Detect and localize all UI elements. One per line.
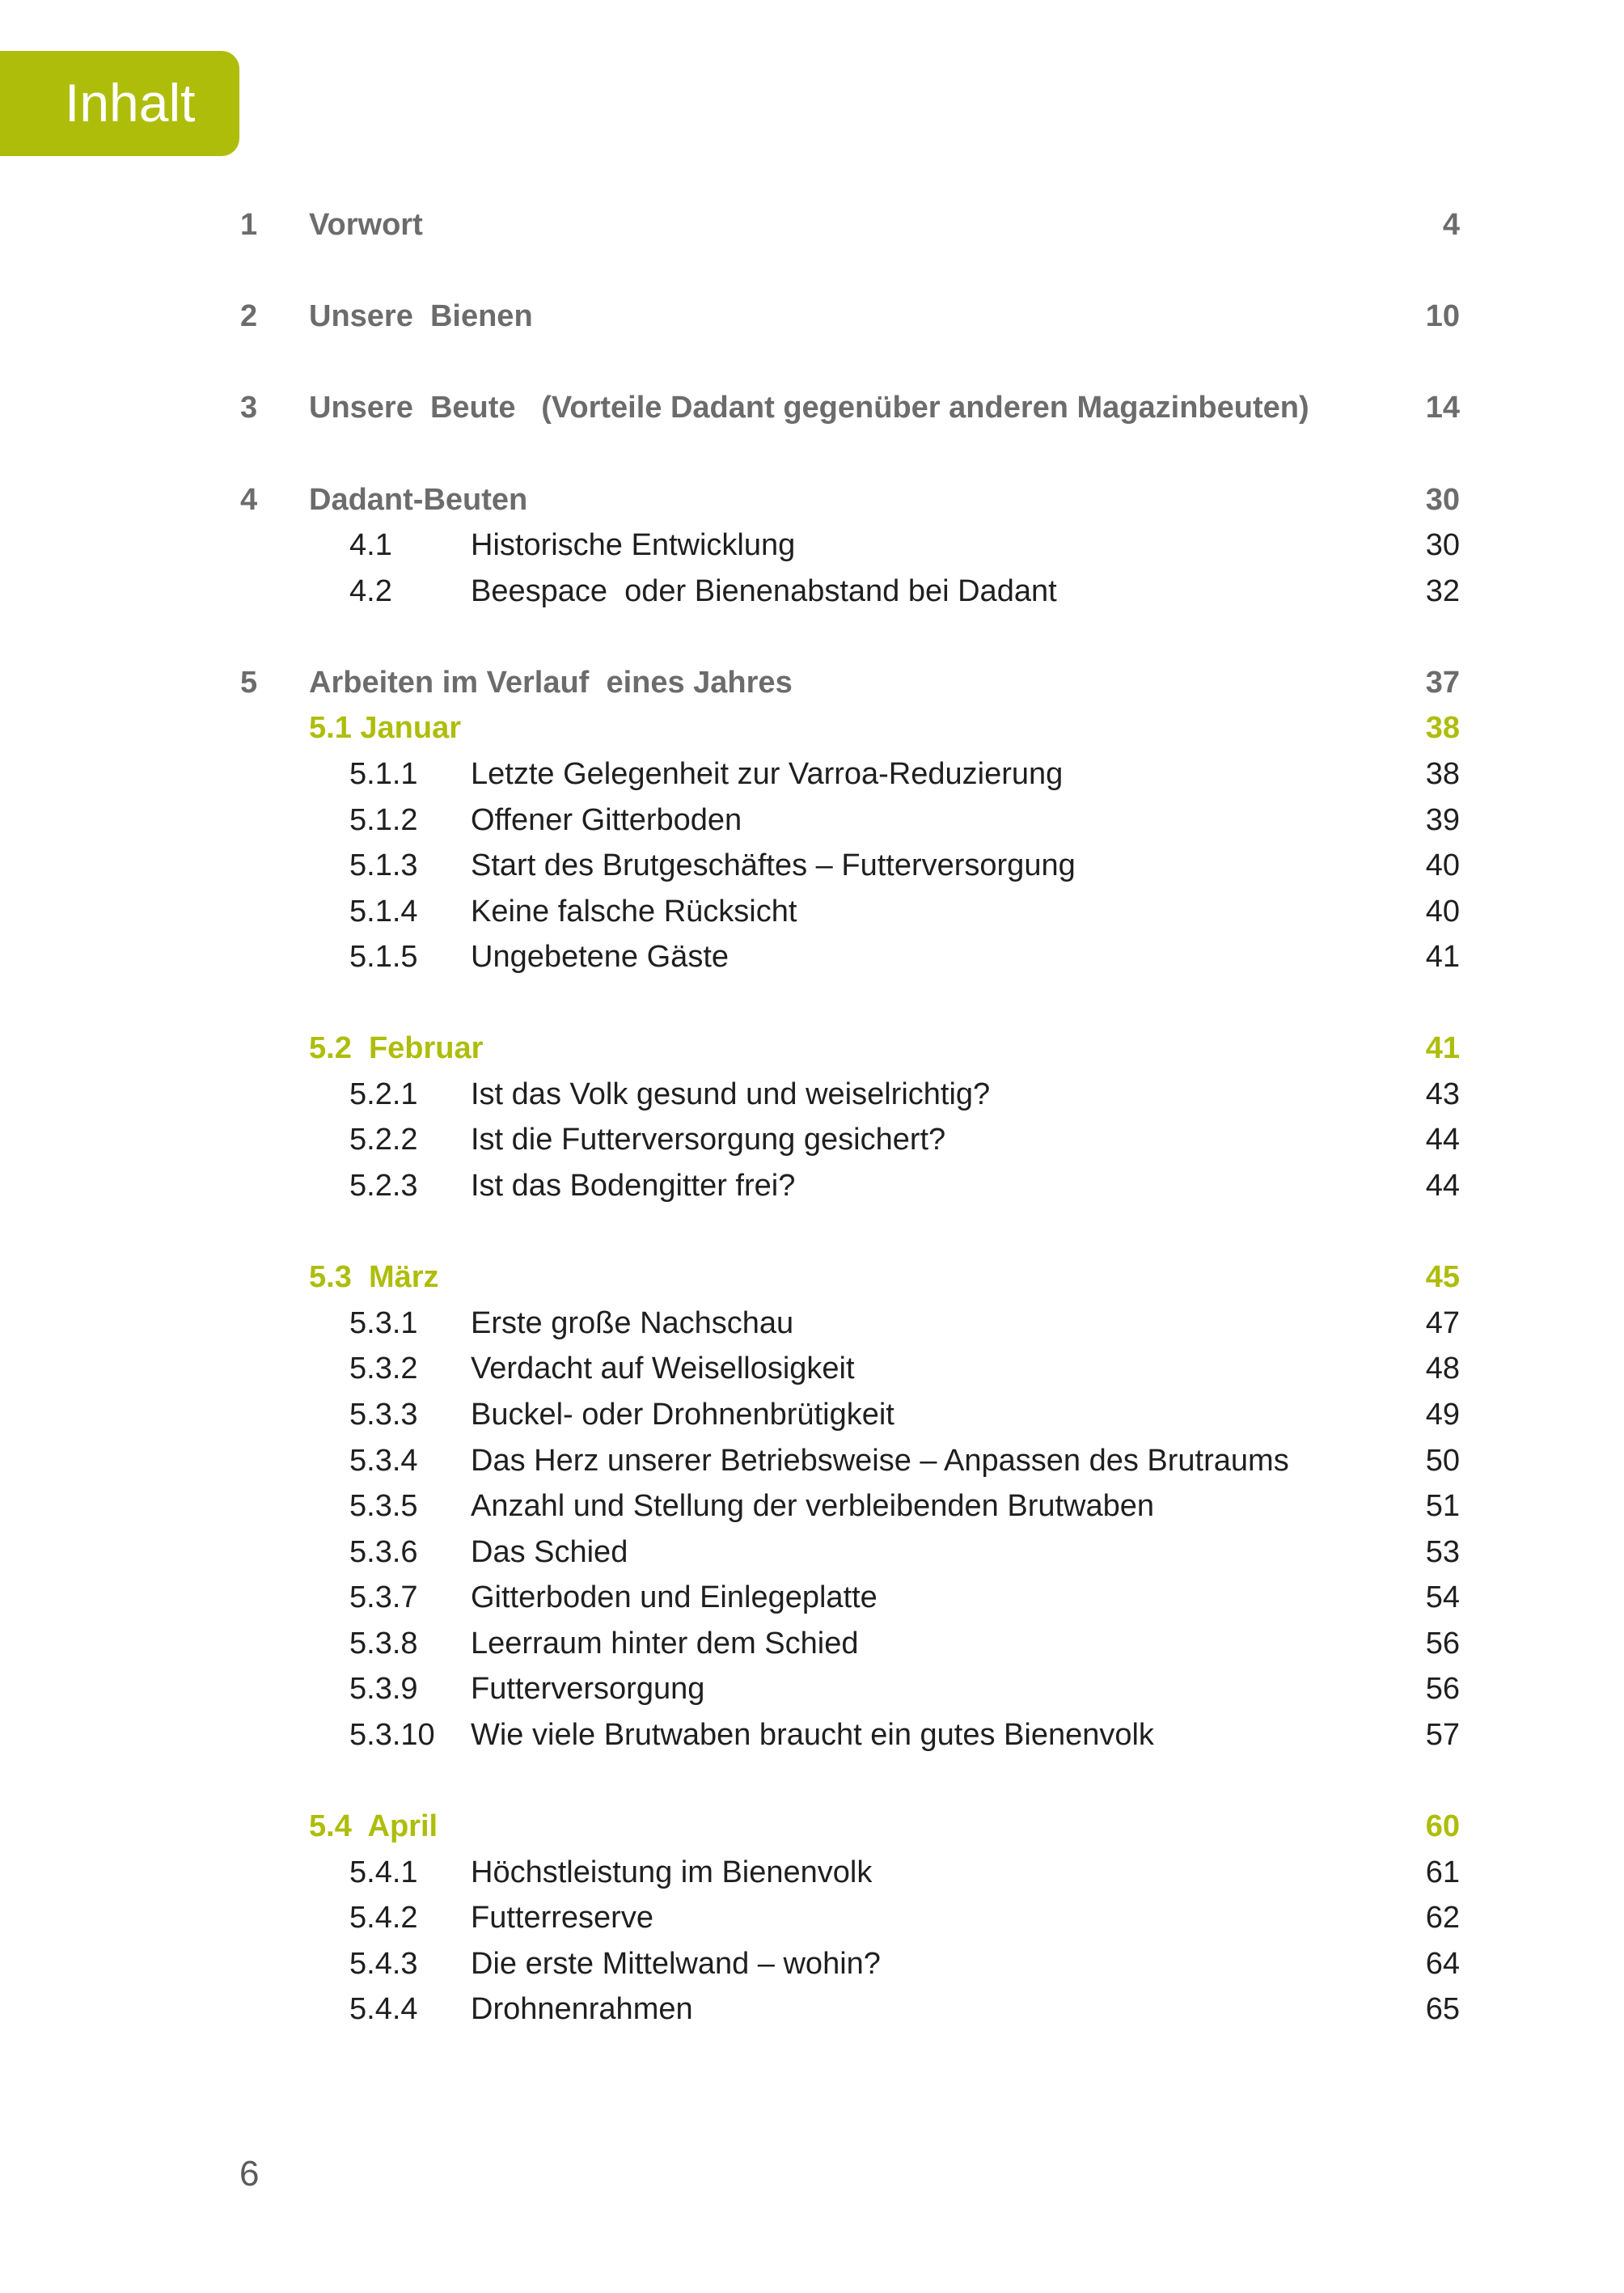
toc-subsection-entry[interactable] [0, 1895, 1624, 1940]
toc-subsection-entry[interactable] [0, 797, 1624, 843]
page-number: 45 [1425, 1260, 1460, 1294]
subsection-number: 5.1.3 [349, 848, 418, 882]
toc-chapter-entry[interactable] [0, 294, 1624, 339]
subsection-number: 5.2.1 [349, 1077, 418, 1111]
toc-subsection-entry[interactable] [0, 1986, 1624, 2032]
subsection-title: Anzahl und Stellung der verbleibenden Brutwaben [471, 1489, 1155, 1523]
subsection-title: Offener Gitterboden [471, 803, 742, 837]
subsection-title: Futterreserve [471, 1901, 653, 1935]
page-number: 38 [1425, 757, 1460, 791]
page-number: 56 [1425, 1672, 1460, 1706]
subsection-number: 5.3.9 [349, 1672, 418, 1706]
page-number: 62 [1425, 1901, 1460, 1935]
subsection-number: 5.3.2 [349, 1352, 418, 1386]
subsection-title: Futterversorgung [471, 1672, 705, 1706]
toc-subsection-entry[interactable] [0, 1483, 1624, 1529]
page-number: 49 [1425, 1398, 1460, 1432]
section-title: 5.4 April [309, 1809, 438, 1843]
page-number: 65 [1425, 1992, 1460, 2026]
toc-subsection-entry[interactable] [0, 1438, 1624, 1483]
toc-subsection-entry[interactable] [0, 1666, 1624, 1711]
subsection-number: 4.1 [349, 528, 392, 562]
chapter-title: Dadant-Beuten [309, 483, 528, 517]
chapter-title: Unsere Beute (Vorteile Dadant gegenüber anderen Magazinbeuten) [309, 391, 1309, 425]
subsection-title: Buckel- oder Drohnenbrütigkeit [471, 1398, 894, 1432]
page-number: 40 [1425, 895, 1460, 929]
subsection-title: Letzte Gelegenheit zur Varroa-Reduzierung [471, 757, 1064, 791]
subsection-title: Keine falsche Rücksicht [471, 895, 797, 929]
section-tab [0, 51, 239, 156]
subsection-title: Start des Brutgeschäftes – Futterversorgung [471, 848, 1076, 882]
toc-chapter-entry[interactable] [0, 477, 1624, 522]
toc-section-entry[interactable] [0, 705, 1624, 751]
page-number: 44 [1425, 1123, 1460, 1157]
page-number: 54 [1425, 1580, 1460, 1614]
section-title: 5.2 Februar [309, 1031, 484, 1065]
chapter-number: 2 [240, 299, 258, 333]
subsection-number: 5.3.10 [349, 1718, 435, 1752]
page-folio: 6 [239, 2154, 260, 2194]
subsection-title: Ist das Volk gesund und weiselrichtig? [471, 1077, 991, 1111]
toc-subsection-entry[interactable] [0, 1346, 1624, 1391]
page-number: 43 [1425, 1077, 1460, 1111]
subsection-title: Gitterboden und Einlegeplatte [471, 1580, 878, 1614]
toc-subsection-entry[interactable] [0, 1072, 1624, 1117]
toc-section-entry[interactable] [0, 1026, 1624, 1071]
toc-subsection-entry[interactable] [0, 1621, 1624, 1666]
section-title: 5.1 Januar [309, 711, 461, 745]
subsection-number: 5.4.1 [349, 1855, 418, 1889]
page-number: 47 [1425, 1306, 1460, 1340]
subsection-number: 5.1.1 [349, 757, 418, 791]
subsection-number: 5.3.5 [349, 1489, 418, 1523]
page-number: 30 [1425, 528, 1460, 562]
page-number: 4 [1442, 208, 1460, 242]
toc-chapter-entry[interactable] [0, 202, 1624, 247]
toc-subsection-entry[interactable] [0, 1392, 1624, 1437]
subsection-title: Verdacht auf Weisellosigkeit [471, 1352, 855, 1386]
subsection-number: 5.2.2 [349, 1123, 418, 1157]
page-number: 53 [1425, 1535, 1460, 1569]
subsection-title: Historische Entwicklung [471, 528, 796, 562]
toc-subsection-entry[interactable] [0, 1301, 1624, 1346]
subsection-title: Drohnenrahmen [471, 1992, 693, 2026]
section-title: 5.3 März [309, 1260, 439, 1294]
toc-subsection-entry[interactable] [0, 1163, 1624, 1208]
page-number: 61 [1425, 1855, 1460, 1889]
chapter-number: 1 [240, 208, 258, 242]
chapter-number: 3 [240, 391, 258, 425]
page-number: 40 [1425, 848, 1460, 882]
page-number: 64 [1425, 1947, 1460, 1981]
toc-subsection-entry[interactable] [0, 934, 1624, 979]
toc-subsection-entry[interactable] [0, 1117, 1624, 1162]
page-number: 57 [1425, 1718, 1460, 1752]
toc-chapter-entry[interactable] [0, 660, 1624, 705]
page-number: 50 [1425, 1444, 1460, 1478]
toc-subsection-entry[interactable] [0, 569, 1624, 614]
page-number: 44 [1425, 1169, 1460, 1203]
subsection-title: Ungebetene Gäste [471, 940, 730, 974]
subsection-number: 5.3.4 [349, 1444, 418, 1478]
subsection-number: 5.2.3 [349, 1169, 418, 1203]
page-number: 48 [1425, 1352, 1460, 1386]
section-tab-label: Inhalt [65, 73, 196, 133]
subsection-number: 5.1.4 [349, 895, 418, 929]
page-number: 41 [1425, 940, 1460, 974]
toc-subsection-entry[interactable] [0, 1712, 1624, 1758]
subsection-title: Das Schied [471, 1535, 628, 1569]
toc-subsection-entry[interactable] [0, 843, 1624, 888]
chapter-number: 4 [240, 483, 258, 517]
toc-subsection-entry[interactable] [0, 1941, 1624, 1986]
subsection-number: 5.4.2 [349, 1901, 418, 1935]
subsection-number: 5.3.7 [349, 1580, 418, 1614]
page-number: 38 [1425, 711, 1460, 745]
subsection-title: Ist das Bodengitter frei? [471, 1169, 796, 1203]
subsection-title: Die erste Mittelwand – wohin? [471, 1947, 881, 1981]
page-number: 30 [1425, 483, 1460, 517]
toc-subsection-entry[interactable] [0, 1529, 1624, 1575]
subsection-title: Beespace oder Bienenabstand bei Dadant [471, 574, 1057, 608]
chapter-title: Arbeiten im Verlauf eines Jahres [309, 666, 793, 700]
toc-section-entry[interactable] [0, 1804, 1624, 1849]
page-number: 39 [1425, 803, 1460, 837]
subsection-number: 5.4.4 [349, 1992, 418, 2026]
toc-chapter-entry[interactable] [0, 385, 1624, 430]
subsection-title: Leerraum hinter dem Schied [471, 1627, 859, 1661]
subsection-number: 5.3.1 [349, 1306, 418, 1340]
subsection-number: 5.3.8 [349, 1627, 418, 1661]
subsection-number: 5.3.3 [349, 1398, 418, 1432]
page-number: 41 [1425, 1031, 1460, 1065]
subsection-title: Höchstleistung im Bienenvolk [471, 1855, 873, 1889]
subsection-title: Wie viele Brutwaben braucht ein gutes Bienenvolk [471, 1718, 1154, 1752]
subsection-number: 5.3.6 [349, 1535, 418, 1569]
subsection-number: 5.1.5 [349, 940, 418, 974]
page-number: 60 [1425, 1809, 1460, 1843]
subsection-number: 5.1.2 [349, 803, 418, 837]
toc-subsection-entry[interactable] [0, 1850, 1624, 1895]
subsection-number: 5.4.3 [349, 1947, 418, 1981]
page-number: 56 [1425, 1627, 1460, 1661]
subsection-title: Das Herz unserer Betriebsweise – Anpassen des Brutraums [471, 1444, 1289, 1478]
page-number: 37 [1425, 666, 1460, 700]
toc-section-entry[interactable] [0, 1254, 1624, 1300]
page-number: 32 [1425, 574, 1460, 608]
subsection-title: Erste große Nachschau [471, 1306, 794, 1340]
toc-subsection-entry[interactable] [0, 1575, 1624, 1620]
page-number: 51 [1425, 1489, 1460, 1523]
subsection-number: 4.2 [349, 574, 392, 608]
page-number: 14 [1425, 391, 1460, 425]
toc-subsection-entry[interactable] [0, 751, 1624, 797]
chapter-title: Vorwort [309, 208, 423, 242]
chapter-number: 5 [240, 666, 258, 700]
page-number: 10 [1425, 299, 1460, 333]
toc-subsection-entry[interactable] [0, 889, 1624, 934]
chapter-title: Unsere Bienen [309, 299, 533, 333]
toc-subsection-entry[interactable] [0, 522, 1624, 568]
subsection-title: Ist die Futterversorgung gesichert? [471, 1123, 946, 1157]
